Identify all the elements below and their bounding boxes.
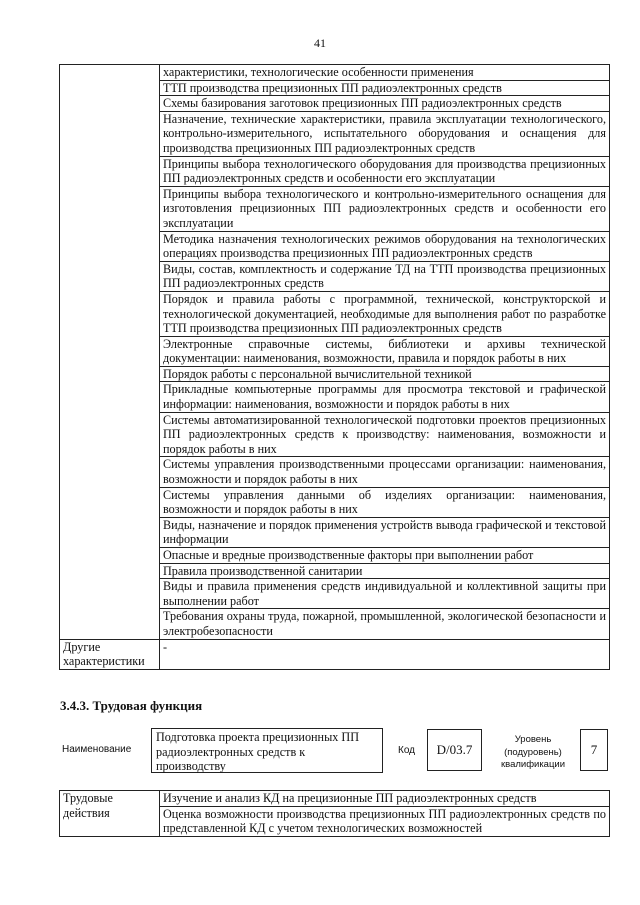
labor-action-item: Изучение и анализ КД на прецизионные ПП радиоэлектронных средств [160, 791, 610, 807]
knowledge-item: Системы управления производственными процессами организации: наименования, возможности и порядок работы в них [160, 457, 610, 487]
other-characteristics-row [60, 639, 610, 669]
knowledge-item: Виды, назначение и порядок применения устройств вывода графической и текстовой информации [160, 517, 610, 547]
page-number: 41 [314, 36, 326, 50]
function-name-label: Наименование [62, 744, 132, 755]
code-value: D/03.7 [427, 729, 482, 771]
knowledge-item: Электронные справочные системы, библиотеки и архивы технической документации: наименования, возможности, правила и порядок работы в них [160, 336, 610, 366]
knowledge-item: Порядок и правила работы с программной, технической, конструкторской и технологической документацией, необходимые для выполнения работ по разработке ТТП производства прецизионных ПП радиоэлектронных средств [160, 291, 610, 336]
knowledge-item: Требования охраны труда, пожарной, промышленной, экологической безопасности и электробезопасности [160, 609, 610, 639]
knowledge-item: ТТП производства прецизионных ПП радиоэлектронных средств [160, 80, 610, 96]
knowledge-item: Принципы выбора технологического и контрольно-измерительного оснащения для изготовления прецизионных ПП радиоэлектронных средств и особенности его эксплуатации [160, 186, 610, 231]
knowledge-label-cell [60, 65, 160, 640]
other-characteristics-value: - [160, 639, 610, 669]
knowledge-item: Прикладные компьютерные программы для просмотра текстовой и графической информации: наименования, возможности и порядок работы в них [160, 382, 610, 412]
qualification-level-value: 7 [580, 729, 608, 771]
knowledge-item: Правила производственной санитарии [160, 563, 610, 579]
knowledge-item: Виды, состав, комплектность и содержание ТД на ТТП производства прецизионных ПП радиоэлектронных средств [160, 261, 610, 291]
knowledge-item: Принципы выбора технологического оборудования для производства прецизионных ПП радиоэлектронных средств и особенности его эксплуатации [160, 156, 610, 186]
knowledge-item: Схемы базирования заготовок прецизионных ПП радиоэлектронных средств [160, 96, 610, 112]
code-label: Код [398, 745, 416, 756]
knowledge-item: Порядок работы с персональной вычислительной техникой [160, 366, 610, 382]
labor-action-row [60, 791, 610, 807]
knowledge-item: Опасные и вредные производственные факторы при выполнении работ [160, 548, 610, 564]
knowledge-item: Системы управления данными об изделиях организации: наименования, возможности и порядок работы в них [160, 487, 610, 517]
knowledge-table [59, 64, 610, 670]
knowledge-item: характеристики, технологические особенности применения [160, 65, 610, 81]
knowledge-item: Методика назначения технологических режимов оборудования на технологических операциях производства прецизионных ПП радиоэлектронных средств [160, 231, 610, 261]
section-title: 3.4.3. Трудовая функция [60, 698, 203, 713]
other-characteristics-label: Другие характеристики [60, 639, 160, 669]
labor-action-item: Оценка возможности производства прецизионных ПП радиоэлектронных средств по представленной КД с учетом технологических возможностей [160, 806, 610, 836]
labor-actions-label: Трудовые действия [60, 791, 160, 837]
knowledge-item: Системы автоматизированной технологической подготовки проектов прецизионных ПП радиоэлектронных средств к производству: наименования, возможности и порядок работы в них [160, 412, 610, 457]
knowledge-row [60, 65, 610, 81]
qualification-level-label: Уровень (подуровень) квалификации [500, 734, 566, 770]
knowledge-item: Виды и правила применения средств индивидуальной и коллективной защиты при выполнении работ [160, 579, 610, 609]
labor-actions-table [59, 790, 610, 837]
knowledge-item: Назначение, технические характеристики, правила эксплуатации технологического, контрольно-измерительного, испытательного оборудования и оснащения для производства прецизионных ПП радиоэлектронных средств [160, 111, 610, 156]
function-name-value: Подготовка проекта прецизионных ПП радиоэлектронных средств к производству [151, 728, 383, 773]
